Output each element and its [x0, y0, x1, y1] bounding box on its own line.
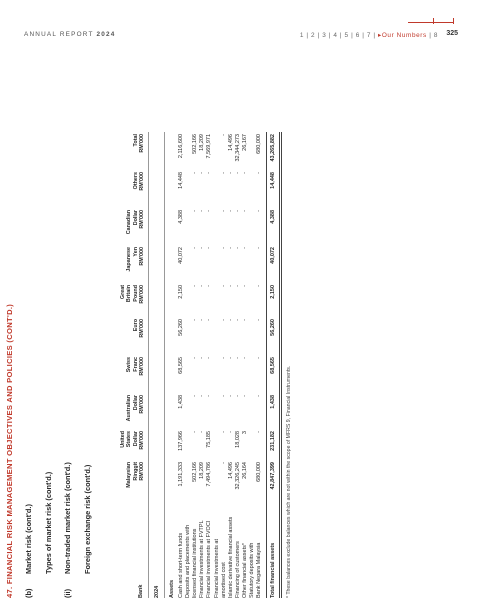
table-cell: -	[241, 319, 248, 321]
table-cell: -	[206, 285, 213, 287]
table-cell: -	[256, 172, 263, 174]
column-header	[133, 134, 145, 174]
subsection-ii-heading: Non-traded market risk (cont'd.)	[63, 462, 72, 574]
table-cell: -	[206, 395, 213, 397]
column-header-line: Pound	[132, 285, 139, 302]
table-cell: -	[234, 210, 241, 212]
table-cell: -	[227, 210, 234, 212]
column-header-line: Great	[120, 285, 127, 300]
rotated-page-content	[2, 63, 476, 608]
table-cell: -	[220, 285, 227, 287]
column-header-line: RM'000	[138, 134, 145, 153]
table-cell: -	[241, 285, 248, 287]
total-bottom-rule-2	[281, 132, 282, 598]
table-cell: -	[234, 172, 241, 174]
table-cell: -	[192, 319, 199, 321]
table-cell: 14,496	[227, 462, 234, 479]
table-cell: 18,209	[199, 134, 206, 151]
column-header	[126, 357, 145, 397]
table-cell: 26,164	[241, 462, 248, 479]
table-cell: -	[199, 431, 206, 433]
table-cell: -	[199, 172, 206, 174]
table-cell: 2,150	[178, 285, 184, 299]
column-header-line: Euro	[132, 319, 139, 332]
bank-label: Bank	[138, 584, 144, 598]
table-cell: 7,494,786	[206, 462, 213, 487]
table-cell: -	[227, 247, 234, 249]
table-cell: -	[220, 431, 227, 433]
table-cell: -	[227, 319, 234, 321]
table-cell: -	[234, 357, 241, 359]
assets-label: Assets	[169, 579, 175, 598]
table-cell: -	[192, 357, 199, 359]
table-cell: -	[206, 210, 213, 212]
table-cell: -	[199, 285, 206, 287]
total-cell: 68,565	[270, 357, 277, 374]
column-header-line: Canadian	[126, 210, 133, 235]
column-header-line: Franc	[132, 357, 139, 372]
column-header	[126, 395, 145, 435]
report-title	[24, 31, 115, 38]
table-cell: -	[227, 431, 234, 433]
column-header-line: RM'000	[138, 172, 145, 191]
total-top-rule	[266, 132, 267, 598]
table-cell: 56,260	[178, 319, 184, 336]
table-cell: 680,000	[256, 134, 263, 154]
column-header-line: RM'000	[138, 285, 145, 304]
table-cell: -	[206, 172, 213, 174]
table-row-label: licensed financial institutions	[192, 528, 199, 598]
total-cell: 43,265,882	[270, 134, 277, 162]
table-cell: 40,072	[178, 247, 184, 264]
total-row-label: Total financial assets	[270, 542, 277, 598]
table-cell: -	[199, 395, 206, 397]
table-cell: -	[220, 210, 227, 212]
table-cell: 3	[241, 431, 248, 435]
column-header-line: Yen	[132, 247, 139, 257]
column-header	[126, 210, 145, 250]
column-header-line: States	[126, 431, 133, 448]
chapter-nav-tail[interactable]: | 8	[429, 32, 438, 39]
table-cell: -	[227, 172, 234, 174]
year-label: 2024	[154, 585, 160, 598]
column-header-line: Australian	[126, 395, 133, 422]
table-cell: -	[199, 247, 206, 249]
table-cell: 1,191,333	[178, 462, 184, 487]
total-cell: 2,150	[270, 285, 277, 299]
column-header-line: United	[120, 431, 127, 448]
table-row-label: Deposits and placements with	[185, 524, 192, 598]
report-year: 2024	[96, 31, 116, 38]
table-cell: -	[256, 319, 263, 321]
types-heading: Types of market risk (cont'd.)	[44, 471, 53, 574]
table-cell: -	[234, 319, 241, 321]
table-cell: -	[220, 247, 227, 249]
table-cell: 75,185	[206, 431, 213, 448]
table-cell: 502,166	[192, 462, 199, 482]
table-row-label: Financial investments at FVTPL	[199, 520, 206, 598]
subsection-b-label: (b)	[24, 588, 33, 598]
section-title: 47. FINANCIAL RISK MANAGEMENT OBJECTIVES AND POLICIES (CONT'D.)	[5, 303, 14, 598]
table-cell: -	[220, 319, 227, 321]
table-cell: 4,388	[178, 210, 184, 224]
column-header-line: Dollar	[132, 431, 139, 447]
table-row-label: Other financial assets*	[241, 542, 248, 598]
table-cell: 2,116,600	[178, 134, 184, 159]
table-cell: -	[241, 395, 248, 397]
table-cell: 18,028	[234, 431, 241, 448]
table-cell: 14,448	[178, 172, 184, 189]
column-header-line: Others	[132, 172, 139, 190]
table-cell: 32,344,273	[234, 134, 241, 162]
column-header-line: RM'000	[138, 357, 145, 376]
header-accent-tick	[453, 18, 454, 24]
table-cell: -	[199, 319, 206, 321]
column-header-line: Japanese	[126, 247, 133, 272]
table-cell: -	[227, 395, 234, 397]
table-cell: -	[256, 431, 263, 433]
column-header-line: RM'000	[138, 431, 145, 450]
header-accent-tick	[433, 18, 434, 24]
table-cell: -	[256, 285, 263, 287]
table-cell: -	[241, 210, 248, 212]
table-cell: -	[220, 462, 227, 464]
table-cell: 68,565	[178, 357, 184, 374]
table-cell: -	[256, 357, 263, 359]
table-cell: -	[256, 247, 263, 249]
total-cell: 40,072	[270, 247, 277, 264]
table-cell: -	[241, 172, 248, 174]
column-header-line: RM'000	[138, 210, 145, 229]
column-header-line: RM'000	[138, 319, 145, 338]
subsection-ii-label: (ii)	[63, 588, 72, 598]
chapter-nav-active[interactable]: ▸Our Numbers	[378, 32, 427, 39]
table-cell: -	[234, 247, 241, 249]
table-row-label: Financial investments at FVOCI	[206, 520, 213, 598]
report-prefix: ANNUAL REPORT	[24, 31, 94, 38]
column-header-line: Malaysian	[126, 462, 133, 488]
column-header-line: RM'000	[138, 247, 145, 266]
table-cell: -	[206, 247, 213, 249]
table-cell: 26,167	[241, 134, 248, 151]
table-cell: -	[220, 134, 227, 136]
total-cell: 14,448	[270, 172, 277, 189]
table-cell: 137,966	[178, 431, 184, 451]
total-cell: 231,182	[270, 431, 277, 451]
table-row-label: Financial investments at	[213, 539, 220, 598]
table-row-label: Bank Negara Malaysia	[256, 542, 263, 598]
header-accent-line	[408, 22, 454, 23]
table-cell: 32,326,245	[234, 462, 241, 490]
header-rule	[148, 132, 149, 598]
table-cell: 14,496	[227, 134, 234, 151]
table-cell: -	[227, 285, 234, 287]
table-row-label: Islamic derivative financial assets	[227, 516, 234, 598]
table-row-label: Statutory deposits with	[249, 542, 255, 598]
page-number: 325	[446, 30, 458, 37]
total-cell: 4,388	[270, 210, 277, 224]
table-cell: -	[220, 395, 227, 397]
chapter-nav-numbers[interactable]: 1 | 2 | 3 | 4 | 5 | 6 | 7 |	[299, 32, 376, 39]
table-row-label: amortised cost	[220, 562, 227, 598]
table-cell: -	[241, 247, 248, 249]
column-header-line: Swiss	[126, 357, 133, 373]
table-cell: 502,166	[192, 134, 199, 154]
table-cell: -	[234, 395, 241, 397]
chapter-nav[interactable]	[300, 31, 438, 39]
total-cell: 56,260	[270, 319, 277, 336]
page-header	[0, 0, 480, 50]
fx-heading: Foreign exchange risk (cont'd.)	[83, 464, 92, 574]
table-cell: -	[192, 285, 199, 287]
table-cell: -	[256, 395, 263, 397]
table-cell: -	[241, 357, 248, 359]
table-cell: -	[192, 395, 199, 397]
table-cell: -	[192, 210, 199, 212]
table-cell: -	[192, 172, 199, 174]
year-rule	[164, 132, 165, 598]
total-cell: 42,847,399	[270, 462, 277, 490]
table-cell: -	[227, 357, 234, 359]
table-cell: -	[256, 210, 263, 212]
total-bottom-rule	[279, 132, 280, 598]
column-header	[120, 285, 145, 325]
column-header-line: RM'000	[138, 395, 145, 414]
column-header-line: Ringgit	[132, 462, 139, 481]
subsection-b-heading: Market risk (cont'd.)	[24, 504, 33, 574]
table-row-label: Financing of customers	[234, 541, 241, 598]
table-cell: -	[192, 431, 199, 433]
column-header-line: Britain	[126, 285, 133, 303]
table-cell: -	[192, 247, 199, 249]
column-header-line: RM'000	[138, 462, 145, 481]
table-row-label: Cash and short-term funds	[178, 532, 184, 598]
column-header-line: Dollar	[132, 210, 139, 226]
table-cell: 7,569,971	[206, 134, 213, 159]
table-cell: -	[206, 357, 213, 359]
column-header	[133, 319, 145, 359]
column-header	[120, 431, 145, 471]
table-cell: -	[199, 357, 206, 359]
table-cell: -	[220, 357, 227, 359]
table-cell: 1,438	[178, 395, 184, 409]
table-cell: 18,209	[199, 462, 206, 479]
column-header	[126, 247, 145, 287]
table-cell: -	[234, 285, 241, 287]
column-header-line: Dollar	[132, 395, 139, 411]
column-header	[133, 172, 145, 212]
total-cell: 1,438	[270, 395, 277, 409]
table-cell: -	[220, 172, 227, 174]
table-cell: 680,000	[256, 462, 263, 482]
table-cell: -	[199, 210, 206, 212]
column-header-line: Total	[132, 134, 139, 147]
table-cell: -	[206, 319, 213, 321]
footnote: * These balances exclude balances which are not within the scope of MFRS 9, Financial Instruments.	[286, 365, 293, 598]
